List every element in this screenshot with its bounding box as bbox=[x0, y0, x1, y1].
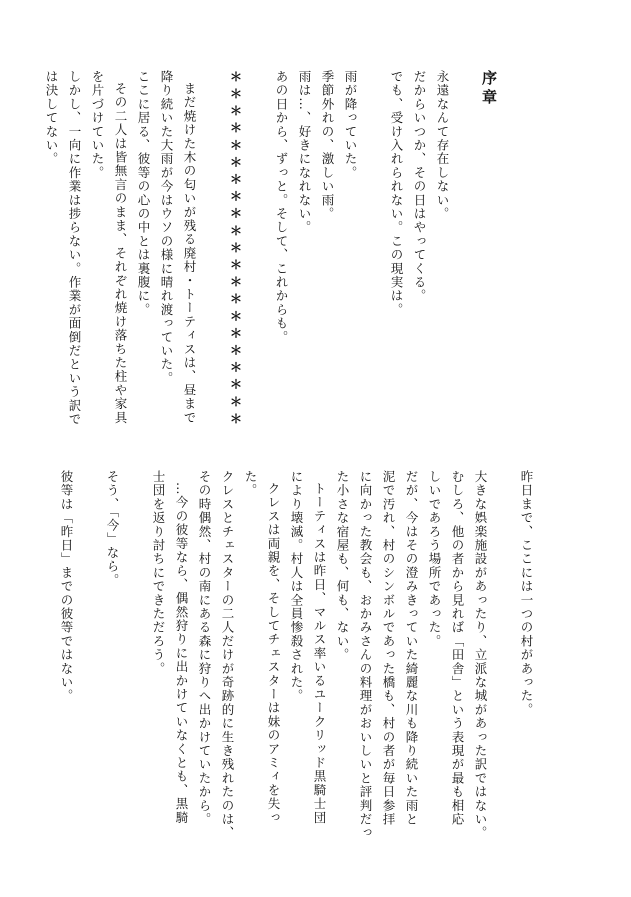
text-line: 永遠なんて存在しない。 bbox=[435, 70, 450, 221]
text-line: クレスは両親を、そしてチェスターは妹のアミィを失っ bbox=[266, 482, 281, 825]
text-line: ここに居る、彼等の心の中とは裏腹に。 bbox=[136, 70, 151, 317]
chapter-title: 序章 bbox=[480, 70, 498, 108]
spacer bbox=[362, 70, 385, 430]
text-line: そう、「今」なら。 bbox=[105, 470, 120, 588]
text-line: 士団を返り討ちにできただろう。 bbox=[151, 470, 166, 676]
spacer bbox=[247, 70, 270, 430]
text-line: クレスとチェスターの二人だけが奇跡的に生き残れたのは、 bbox=[220, 470, 235, 840]
text-line: 降り続いた大雨が今はウソの様に晴れ渡っていた。 bbox=[159, 70, 174, 386]
text-line: 泥で汚れ、村のシンボルであった橋も、村の者が毎日参拝 bbox=[381, 470, 396, 827]
text-line: まだ焼けた木の匂いが残る廃村・トーティスは、昼まで bbox=[182, 82, 197, 425]
text-line: その二人は皆無言のまま、それぞれ焼け落ちた柱や家具 bbox=[113, 82, 128, 425]
text-line: に向かった教会も、おかみさんの料理がおいしいと評判だっ bbox=[358, 470, 373, 840]
text-line: しかし、一向に作業は捗らない。作業が面倒だという訳で bbox=[67, 70, 82, 427]
text-line: 雨は…、好きになれない。 bbox=[297, 70, 312, 235]
text-line: た小さな宿屋も、何も、ない。 bbox=[335, 470, 350, 662]
text-line: あの日から、ずっと。そして、これからも。 bbox=[274, 70, 289, 344]
spacer bbox=[454, 70, 477, 430]
text-line: でも、受け入れられない。この現実は。 bbox=[389, 70, 404, 317]
text-line: しいであろう場所であった。 bbox=[427, 470, 442, 649]
upper-text-block bbox=[44, 70, 500, 430]
text-line: により壊滅。村人は全員惨殺された。 bbox=[289, 470, 304, 703]
text-line: むしろ、他の者から見れば「田舎」という表現が最も相応 bbox=[450, 470, 465, 827]
text-line: だが、今はその澄みきっていた綺麗な川も降り続いた雨と bbox=[404, 470, 419, 827]
spacer bbox=[78, 470, 101, 870]
text-line: 彼等は「昨日」までの彼等ではない。 bbox=[59, 470, 74, 703]
text-line: は決してない。 bbox=[44, 70, 59, 166]
spacer bbox=[201, 70, 224, 430]
text-line: その時偶然、村の南にある森に狩りへ出かけていたから。 bbox=[197, 470, 212, 827]
spacer bbox=[124, 470, 147, 870]
lower-text-block bbox=[58, 470, 538, 870]
spacer bbox=[492, 470, 515, 870]
text-line: 大きな娯楽施設があったり、立派な城があった訳ではない。 bbox=[473, 470, 488, 840]
text-line: 雨が降っていた。 bbox=[343, 70, 358, 180]
text-line: 季節外れの、激しい雨。 bbox=[320, 70, 335, 221]
text-line: 昨日まで、ここには一つの村があった。 bbox=[519, 470, 534, 717]
text-line: た。 bbox=[243, 470, 258, 498]
text-line: トーティスは昨日、マルス率いるユークリッド黒騎士団 bbox=[312, 482, 327, 825]
text-line: だからいつか、その日はやってくる。 bbox=[412, 70, 427, 303]
text-line: を片づけていた。 bbox=[90, 70, 105, 180]
text-line: …今の彼等なら、偶然狩りに出かけていなくとも、黒騎 bbox=[174, 482, 189, 825]
scene-separator: ＊＊＊＊＊＊＊＊＊＊＊＊＊＊＊＊＊＊＊＊＊ bbox=[228, 70, 243, 430]
